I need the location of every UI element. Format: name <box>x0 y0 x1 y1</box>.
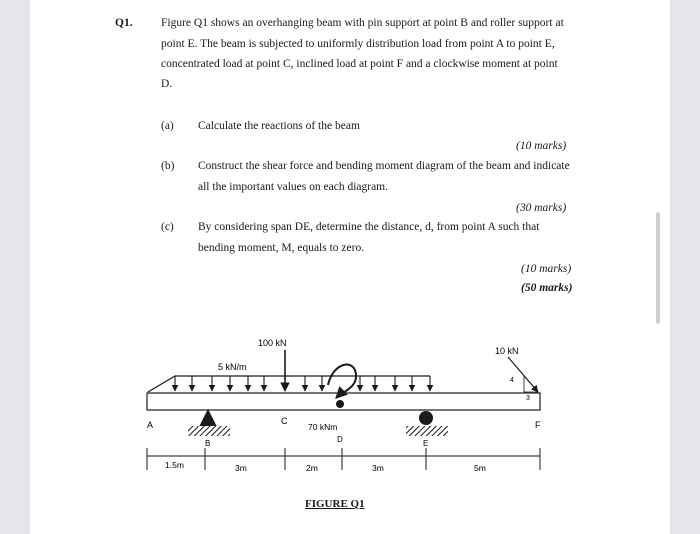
question-line-1: Figure Q1 shows an overhanging beam with pin support at point B and roller support at <box>161 17 564 29</box>
beam <box>147 393 540 410</box>
point-d-label: D <box>337 435 343 444</box>
udl-envelope <box>148 376 430 392</box>
dimension-ef: 5m <box>474 463 486 473</box>
slope-rise: 4 <box>510 377 514 384</box>
udl-arrows <box>175 376 430 391</box>
part-c-text-1: By considering span DE, determine the distance, d, from point A such that <box>198 221 540 233</box>
ground-hatch-b <box>188 426 230 436</box>
inclined-load-arrow <box>508 357 538 392</box>
question-line-4: D. <box>161 78 173 90</box>
udl-label: 5 kN/m <box>218 362 247 372</box>
total-marks: (50 marks) <box>521 282 573 294</box>
point-a-label: A <box>147 420 154 430</box>
scrollbar[interactable] <box>656 212 660 324</box>
dimension-ab: 1.5m <box>165 460 184 470</box>
part-a-label: (a) <box>161 120 174 132</box>
point-b-label: B <box>205 439 211 448</box>
part-b-text-1: Construct the shear force and bending moment diagram of the beam and indicate <box>198 160 570 172</box>
figure-title: FIGURE Q1 <box>305 498 365 510</box>
moment-label: 70 kNm <box>308 422 338 432</box>
slope-run: 3 <box>526 395 530 402</box>
part-b-marks: (30 marks) <box>516 202 567 214</box>
part-c-marks: (10 marks) <box>521 263 572 275</box>
part-b-text-2: all the important values on each diagram. <box>198 181 389 193</box>
inclined-load-label: 10 kN <box>495 346 519 356</box>
part-a-marks: (10 marks) <box>516 140 567 152</box>
point-d-marker <box>336 400 344 408</box>
roller-support-e <box>419 411 433 425</box>
dimension-de: 3m <box>372 463 384 473</box>
part-c-label: (c) <box>161 221 174 233</box>
point-f-label: F <box>535 420 541 430</box>
dimension-cd: 2m <box>306 463 318 473</box>
point-load-label: 100 kN <box>258 338 287 348</box>
pin-support-b <box>200 410 216 426</box>
part-a-text: Calculate the reactions of the beam <box>198 120 360 132</box>
part-b-label: (b) <box>161 160 175 172</box>
point-e-label: E <box>423 439 429 448</box>
document-page <box>30 0 670 534</box>
question-line-3: concentrated load at point C, inclined load at point F and a clockwise moment at point <box>161 58 558 70</box>
beam-figure <box>30 0 670 534</box>
question-number: Q1. <box>115 17 133 29</box>
question-line-2: point E. The beam is subjected to uniformly distribution load from point A to point E, <box>161 38 555 50</box>
point-c-label: C <box>281 416 288 426</box>
ground-hatch-e <box>406 426 448 436</box>
part-c-text-2: bending moment, M, equals to zero. <box>198 242 365 254</box>
dimension-bc: 3m <box>235 463 247 473</box>
